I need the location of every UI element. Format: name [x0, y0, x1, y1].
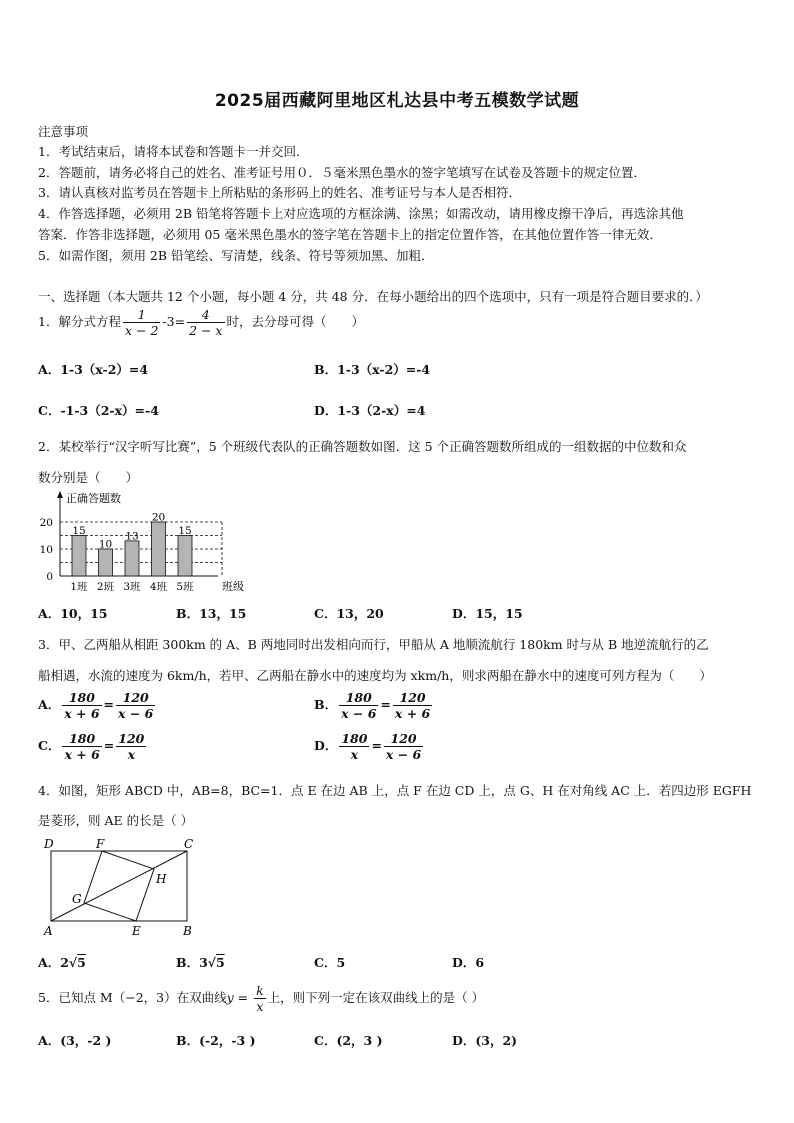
sqrt-icon: √: [207, 955, 216, 970]
q4-a-radicand: 5: [77, 955, 86, 970]
q4-line-1: 4．如图，矩形 ABCD 中，AB=8，BC=1．点 E 在边 AB 上，点 F 在边 CD 上，点 G、H 在对角线 AC 上．若四边形 EGFH: [38, 783, 752, 798]
chart-x-tick-label: 2班: [96, 581, 115, 593]
q3-a-left-den: x + 6: [64, 706, 100, 721]
label-c: C: [184, 837, 194, 851]
chart-y-tick-label: 0: [46, 571, 53, 583]
q2-line-1: 2．某校举行“汉字听写比赛”，5 个班级代表队的正确答题数如图．这 5 个正确答题数所组成的一组数据的中位数和众: [38, 439, 687, 454]
page-title: 2025届西藏阿里地区札达县中考五模数学试题: [214, 91, 580, 111]
q3-b-label: B．: [314, 697, 338, 712]
notice-item: 4．作答选择题，必须用 2B 铅笔将答题卡上对应选项的方框涂满、涂黑；如需改动，请用橡皮擦干净后，再选涂其他: [38, 206, 684, 221]
q5-eq: =: [233, 990, 253, 1005]
q1-option-b[interactable]: B．1-3（x-2）=-4: [314, 362, 431, 377]
q1-mid: -3=: [162, 314, 186, 329]
q3-b-right-num: 120: [393, 690, 432, 706]
q3-a-left-num: 180: [62, 690, 101, 706]
q3-a-right-den: x − 6: [118, 706, 154, 721]
q3-line-2: 船相遇，水流的速度为 6km/h，若甲、乙两船在静水中的速度均为 xkm/h，则求两船在静水中的速度可列方程为（ ）: [38, 668, 712, 683]
chart-x-axis-label: 班级: [222, 580, 244, 593]
chart-y-axis: [57, 491, 63, 576]
q1-f2-numerator: 4: [187, 307, 224, 323]
q3-d-left-den: x: [350, 747, 359, 762]
q5-prefix: 5．已知点 M（−2，3）在双曲线: [38, 990, 227, 1005]
q3-b-left-den: x − 6: [341, 706, 377, 721]
notice-heading: 注意事项: [38, 124, 89, 139]
chart-data-label: 10: [98, 538, 113, 551]
label-h: H: [156, 872, 167, 886]
q1-suffix: 时，去分母可得（ ）: [226, 314, 365, 329]
q1-f1-denominator: x − 2: [124, 323, 159, 338]
q3-d-right-den: x − 6: [385, 747, 422, 762]
bar-chart: [36, 488, 256, 596]
q4-b-radicand: 5: [215, 955, 225, 970]
q5-option-d[interactable]: D．(3，2): [452, 1033, 518, 1048]
q3-a-right-num: 120: [116, 690, 155, 706]
q4-option-d[interactable]: D．6: [452, 955, 485, 970]
q3-c-right-num: 120: [118, 731, 145, 746]
q3-d-label: D．: [314, 738, 338, 753]
q3-option-b[interactable]: B． $\frac{180}{x - 6}$ = $\frac{120}{x + 6}$: [314, 690, 431, 721]
q1-prefix: 1．解分式方程: [38, 314, 121, 329]
chart-y-tick-label: 20: [39, 517, 53, 529]
q5-numerator: k: [256, 983, 264, 998]
q1-option-c[interactable]: C．-1-3（2-x）=-4: [38, 403, 159, 418]
question-1: [38, 307, 364, 338]
q4-option-b[interactable]: [176, 953, 225, 971]
q1-f2-denominator: 2 − x: [189, 323, 223, 338]
q5-option-b[interactable]: B．(-2，-3 ): [176, 1033, 256, 1048]
notice-item: 答案．作答非选择题，必须用 05 毫米黑色墨水的签字笔在答题卡上的指定位置作答，在其他位置作答一律无效．: [38, 227, 662, 242]
chart-y-ticks: [40, 517, 53, 583]
q5-y: y: [226, 990, 234, 1005]
q3-b-left-num: 180: [339, 690, 378, 706]
q1-option-d[interactable]: D．1-3（2-x）=4: [314, 403, 426, 418]
q3-option-d[interactable]: D． $\frac{180}{x}$ = $\frac{120}{x - 6}$: [314, 731, 422, 762]
chart-bar: [72, 536, 86, 577]
q3-c-left-num: 180: [62, 731, 101, 747]
q5-suffix: 上，则下列一定在该双曲线上的是（ ）: [267, 990, 485, 1005]
q5-denominator: x: [256, 999, 264, 1014]
chart-x-tick-label: 4班: [149, 581, 168, 593]
chart-y-tick-label: 10: [39, 544, 53, 556]
label-a: A: [44, 924, 53, 938]
q3-c-left-den: x + 6: [64, 747, 100, 762]
chart-x-ticks: [70, 580, 194, 593]
chart-data-label: 15: [72, 525, 86, 537]
notice-item: 2．答题前，请务必将自己的姓名、准考证号用０．５毫米黑色墨水的签字笔填写在试卷及答题卡的规定位置．: [38, 165, 646, 180]
chart-data-label: 20: [151, 511, 166, 524]
chart-data-label: 13: [125, 530, 139, 543]
q3-option-a[interactable]: A． $\frac{180}{x + 6}$ = $\frac{120}{x - 6}$: [38, 690, 154, 721]
q3-d-right-num: 120: [384, 731, 423, 747]
label-b: B: [183, 924, 192, 938]
sqrt-icon: √: [68, 955, 78, 970]
notice-item: 3．请认真核对监考员在答题卡上所粘贴的条形码上的姓名、准考证号与本人是否相符．: [38, 185, 521, 200]
q3-c-label: C．: [38, 738, 61, 753]
label-e: E: [132, 924, 141, 938]
q5-option-c[interactable]: C．(2，3 ): [314, 1033, 383, 1048]
chart-bar: [178, 536, 192, 577]
chart-bar: [152, 522, 166, 576]
chart-x-tick-label: 5班: [176, 581, 194, 593]
q2-option-b[interactable]: B．13，15: [176, 606, 247, 621]
diagonal-ac: [51, 851, 187, 921]
q4-b-text: B．3: [176, 955, 208, 970]
q2-option-a[interactable]: A．10，15: [38, 606, 108, 621]
q1-f1-numerator: 1: [123, 307, 160, 323]
chart-bar: [125, 541, 139, 576]
notice-item: 5．如需作图，须用 2B 铅笔绘、写清楚，线条、符号等须加黑、加粗．: [38, 248, 434, 263]
section-heading: 一、选择题（本大题共 12 个小题，每小题 4 分，共 48 分．在每小题给出的四个选项中，只有一项是符合题目要求的．）: [38, 289, 708, 304]
label-d: D: [44, 837, 54, 851]
chart-bar: [99, 549, 113, 576]
question-5: [38, 983, 484, 1014]
q4-option-a[interactable]: [38, 953, 86, 971]
q3-d-left-num: 180: [341, 731, 368, 746]
q3-b-right-den: x + 6: [394, 706, 431, 721]
q2-option-d[interactable]: D．15，15: [452, 606, 523, 621]
label-g: G: [72, 892, 82, 906]
q3-option-c[interactable]: C． $\frac{180}{x + 6}$ = $\frac{120}{x}$: [38, 731, 145, 762]
chart-y-axis-label: 正确答题数: [66, 492, 121, 505]
q1-fraction-2: [187, 307, 224, 338]
q1-option-a[interactable]: A．1-3（x-2）=4: [38, 362, 149, 377]
q3-a-label: A．: [38, 697, 61, 712]
q3-line-1: 3．甲、乙两船从相距 300km 的 A、B 两地同时出发相向而行，甲船从 A 地顺流航行 180km 时与从 B 地逆流航行的乙: [38, 637, 709, 652]
q4-line-2: 是菱形，则 AE 的长是（ ）: [38, 813, 194, 828]
q5-fraction: [254, 983, 266, 1014]
q1-fraction-1: [123, 307, 160, 338]
notice-item: 1．考试结束后，请将本试卷和答题卡一并交回．: [38, 144, 309, 159]
q3-c-right-den: x: [127, 747, 136, 762]
label-f: F: [96, 837, 105, 851]
q2-option-c[interactable]: C．13，20: [314, 606, 384, 621]
q2-line-2: 数分别是（ ）: [38, 470, 139, 485]
q4-option-c[interactable]: C．5: [314, 955, 346, 970]
q4-a-text: A．2: [38, 955, 69, 970]
chart-x-tick-label: 3班: [123, 581, 141, 593]
chart-x-tick-label: 1班: [70, 581, 88, 593]
rectangle-figure: [36, 834, 206, 942]
q5-option-a[interactable]: A．(3，-2 ): [38, 1033, 112, 1048]
chart-data-label: 15: [178, 525, 192, 537]
